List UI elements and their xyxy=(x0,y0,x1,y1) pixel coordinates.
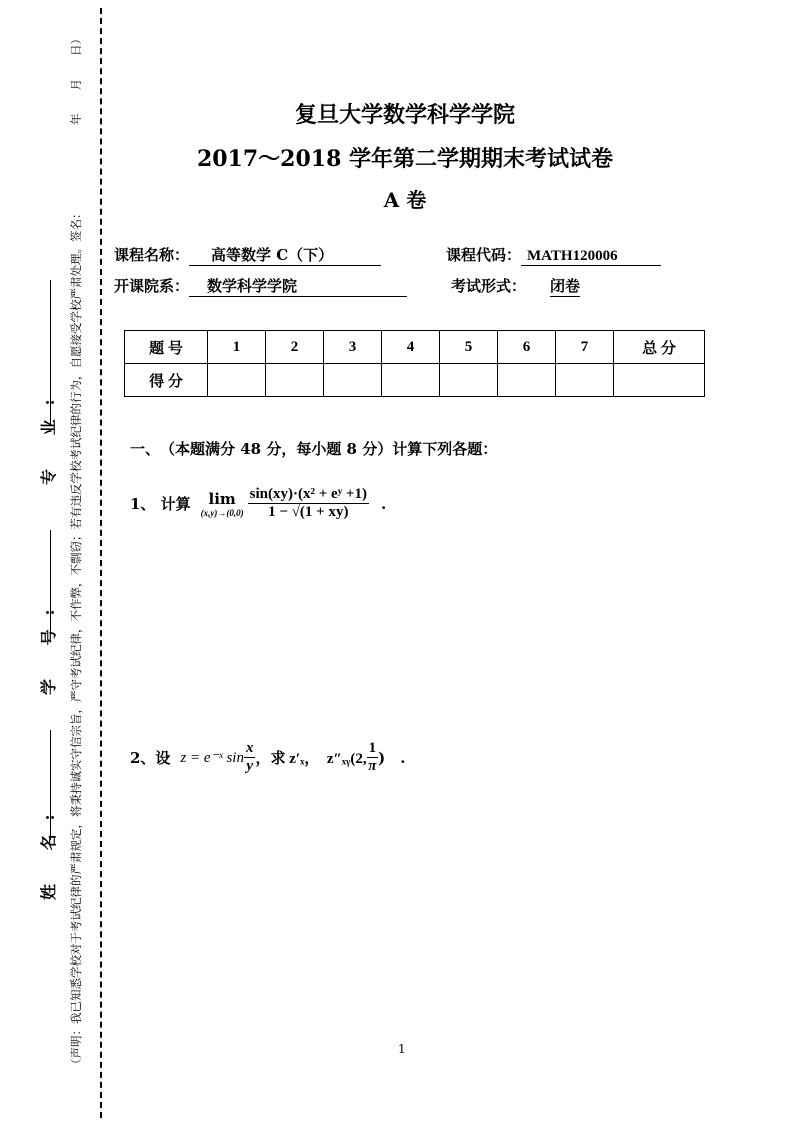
q2-number: 2、设 xyxy=(130,749,171,767)
numerator: 1 xyxy=(368,740,377,756)
declaration-text: （声明：我已知悉学校对于考试纪律的严肃规定，将秉持诚实守信宗旨，严守考试纪律，不作弊，不剽窃；若有违反学校考试纪律的行为，自愿接受学校严肃处理。签名： xyxy=(69,207,83,1070)
declaration-date: 年 月 日） xyxy=(69,33,83,125)
exam-format-value: 闭卷 xyxy=(550,277,581,295)
page-number: 1 xyxy=(398,1042,406,1056)
exam-format-label: 考试形式： xyxy=(451,277,527,295)
score-cell[interactable] xyxy=(208,364,266,397)
school-title: 复旦大学数学科学学院 xyxy=(294,102,515,128)
question-number-row xyxy=(125,331,705,364)
header-cell: 6 xyxy=(498,331,556,364)
name-label: 姓 名: xyxy=(39,800,58,900)
course-code-label: 课程代码： xyxy=(446,246,522,264)
score-cell[interactable] xyxy=(266,364,324,397)
score-table xyxy=(124,330,705,397)
q1-number: 1、 计算 xyxy=(130,495,191,513)
score-row xyxy=(125,364,705,397)
score-cell[interactable] xyxy=(382,364,440,397)
section-1-title: 一、 （本题满分 48 分，每小题 8 分）计算下列各题： xyxy=(130,440,498,458)
denominator: π xyxy=(368,758,377,774)
question-1 xyxy=(130,486,386,521)
binding-dashed-line xyxy=(100,8,102,1118)
exam-title: 2017～2018 学年第二学期期末考试试卷 xyxy=(196,146,614,172)
score-cell[interactable] xyxy=(556,364,614,397)
header-cell: 题 号 xyxy=(125,331,208,364)
q2-end: ) . xyxy=(378,749,406,767)
department-value: 数学科学学院 xyxy=(189,275,407,297)
q2-ask: ，求 z′ₓ， z″ₓᵧ(2, xyxy=(255,751,367,767)
header-cell: 4 xyxy=(382,331,440,364)
q2-fraction xyxy=(244,740,256,775)
score-row-label: 得 分 xyxy=(125,364,208,397)
score-cell[interactable] xyxy=(498,364,556,397)
course-code-value: MATH120006 xyxy=(521,248,661,266)
student-id-line[interactable] xyxy=(50,530,51,635)
major-label: 专 业: xyxy=(39,385,58,485)
course-name-row xyxy=(114,244,381,266)
header-cell: 5 xyxy=(440,331,498,364)
major-line[interactable] xyxy=(50,280,51,425)
lim-subscript: (x,y)→(0,0) xyxy=(200,507,244,518)
question-2 xyxy=(130,740,405,775)
name-line[interactable] xyxy=(50,730,51,840)
course-name-value: 高等数学 C（下） xyxy=(189,244,381,266)
paper-label: A 卷 xyxy=(383,188,427,212)
score-cell[interactable] xyxy=(614,364,705,397)
q1-fraction xyxy=(248,486,369,521)
header-cell: 总 分 xyxy=(614,331,705,364)
course-code-row xyxy=(446,244,661,266)
department-label: 开课院系： xyxy=(114,277,190,295)
q2-point-fraction xyxy=(367,740,379,775)
header-cell: 2 xyxy=(266,331,324,364)
score-cell[interactable] xyxy=(324,364,382,397)
numerator: x xyxy=(245,740,254,756)
lim-text: lim xyxy=(208,489,236,508)
student-id-label: 学 号: xyxy=(39,595,58,695)
department-row xyxy=(114,275,407,297)
q1-period: . xyxy=(380,494,387,513)
q1-limit xyxy=(201,490,244,518)
header-cell: 3 xyxy=(324,331,382,364)
header-cell: 1 xyxy=(208,331,266,364)
course-name-label: 课程名称： xyxy=(114,246,190,264)
numerator: sin(xy)·(x² + eʸ +1) xyxy=(249,486,367,502)
score-cell[interactable] xyxy=(440,364,498,397)
header-cell: 7 xyxy=(556,331,614,364)
q2-expression: z = e⁻ˣ sin xyxy=(180,750,244,766)
denominator: 1 − √(1 + xy) xyxy=(268,504,349,520)
exam-format-row xyxy=(451,275,580,297)
denominator: y xyxy=(246,758,254,774)
